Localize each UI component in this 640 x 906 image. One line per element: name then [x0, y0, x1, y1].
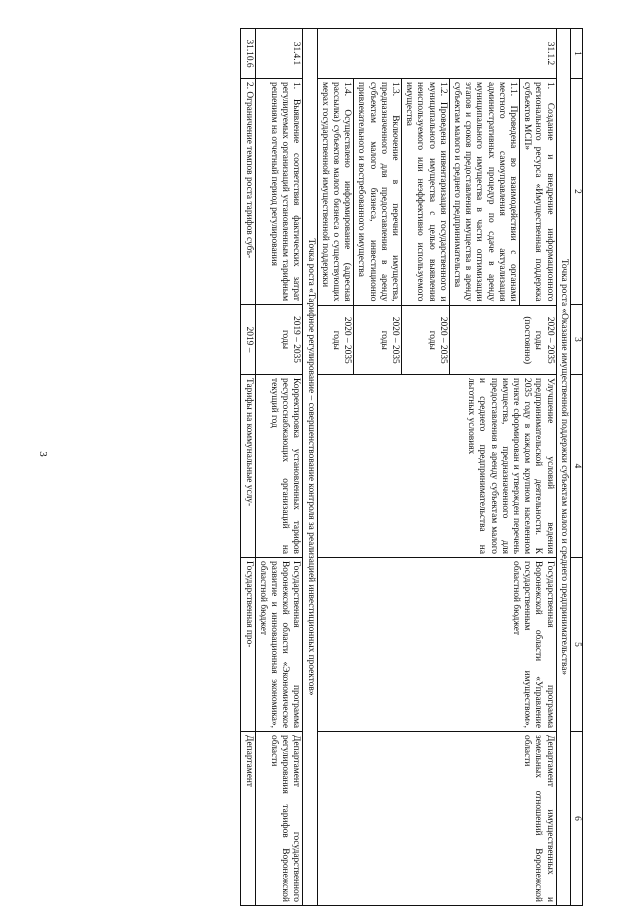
measure-text: 1.2. Проведена инвентаризация государственного и муниципального имущества с целью выявления неиспользуемого или неэффективно используемого имущества: [401, 79, 449, 305]
executor-cell: Департамент: [241, 732, 255, 906]
section-title: Точка роста «Тарифное регулирование – совершенствование контроля за реализацией инвестиционных проектов»: [303, 29, 317, 906]
measures-cell: [317, 79, 556, 375]
table-header-row: [570, 29, 582, 906]
measures-table: [240, 28, 583, 906]
header-cell: 3: [570, 305, 582, 375]
measure-text: 1. Выявление соответствия фактических затрат регулируемых организаций установленным тарифным решениям на отчетный период регулирования: [255, 79, 303, 305]
measure-row: [318, 79, 354, 375]
header-cell: 6: [570, 732, 582, 906]
measures-subtable: [318, 79, 556, 375]
result-cell: Тарифы на коммунальные услу-: [241, 375, 255, 558]
table-row: [317, 29, 556, 906]
header-cell: 1: [570, 29, 582, 79]
source-cell: Государственная программа Воронежской области «Экономическое развитие и инновационная экономика», областной бюджет: [255, 558, 303, 732]
measure-period: 2020 – 2035 годы: [354, 305, 402, 375]
measure-period: 2019 –: [241, 305, 255, 375]
header-cell: 2: [570, 79, 582, 305]
measure-row: [354, 79, 402, 375]
measure-period: 2019 – 2035 годы: [255, 305, 303, 375]
measure-text: 1.4. Осуществлено информирование (адресная рассылка) субъектов малого бизнеса о существующих мерах государственной имущественной поддержки: [318, 79, 354, 305]
row-code: 31.1.2: [317, 29, 556, 79]
source-cell: Государственная про-: [241, 558, 255, 732]
measure-row: [401, 79, 449, 375]
section-heading-row: [303, 29, 317, 906]
result-cell: Корректировка установленных тарифов ресурсоснабжающих организаций на текущий год: [255, 375, 303, 558]
table-row: [255, 29, 303, 906]
measure-text: 2. Ограничение темпов роста тарифов субъ-: [241, 79, 255, 305]
table-row: [241, 29, 255, 906]
section-heading-row: [556, 29, 570, 906]
measure-row: [519, 79, 555, 375]
measure-text: 1.3. Включение в перечни имущества, предназначенного для предоставления в аренду субъектам малого бизнеса, инвестиционно привлекательного и востребованного имущества: [354, 79, 402, 305]
page-number: 3: [36, 451, 49, 457]
result-cell: Улучшение условий ведения предпринимательской деятельности. К 2035 году в каждом крупном населенном пункте сформирован и утвержден перечень имущества, предназначенного для предоставления в аренду субъектам малого и среднего предпринимательства на льготных условиях: [317, 375, 556, 558]
row-code: 31.10.6: [241, 29, 255, 79]
measure-text: 1. Создание и внедрение информационного регионального ресурса «Имущественная поддержка субъектов МСП»: [519, 79, 555, 305]
source-cell: Государственная программа Воронежской области «Управление государственным имуществом», областной бюджет: [317, 558, 556, 732]
executor-cell: Департамент государственного регулирования тарифов Воронежской области: [255, 732, 303, 906]
measure-period: 2020 – 2035 годы (постоянно): [449, 305, 555, 375]
header-cell: 4: [570, 375, 582, 558]
header-cell: 5: [570, 558, 582, 732]
measure-period: 2020 – 2035 годы: [401, 305, 449, 375]
row-code: 31.4.1: [255, 29, 303, 79]
executor-cell: Департамент имущественных и земельных отношений Воронежской области: [317, 732, 556, 906]
measure-period: 2020 – 2035 годы: [318, 305, 354, 375]
section-title: Точка роста «Оказание имущественной поддержки субъектам малого и среднего предпринимательства»: [556, 29, 570, 906]
landscape-page: [76, 28, 583, 905]
measure-text: 1.1. Проведена во взаимодействии с органами местного самоуправления актуализация административных процедур по сдаче в аренду муниципального имущества в части оптимизации этапов и сроков предоставления имущества в аренду субъектам малого и среднего предпринимательства: [449, 79, 519, 305]
